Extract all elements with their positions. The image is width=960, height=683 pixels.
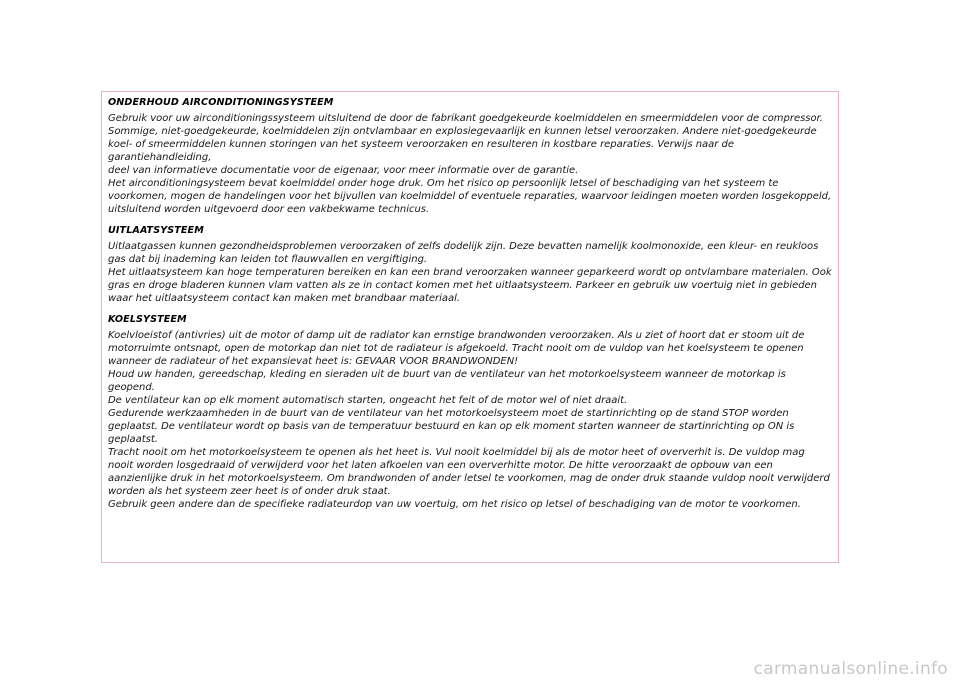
section-heading: ONDERHOUD AIRCONDITIONINGSYSTEEM — [108, 97, 334, 108]
paragraph: Het uitlaatsysteem kan hoge temperaturen bereiken en kan een brand veroorzaken wanneer geparkeerd wordt op ontvlambare materialen. Ook gras en droge bladeren kunnen vlam vatten als ze in contact komen met het uitlaatsysteem. Parkeer en gebruik uw voertuig niet in gebieden waar het uitlaatsysteem contact kan maken met brandbaar materiaal. — [108, 267, 832, 304]
section-cooling — [108, 314, 833, 511]
paragraph: Gebruik voor uw airconditioningssysteem uitsluitend de door de fabrikant goedgekeurde koelmiddelen en smeermiddelen voor de compressor. Sommige, niet-goedgekeurde, koelmiddelen zijn ontvlambaar en explosiegevaarlijk en kunnen letsel veroorzaken. Andere niet-goedgekeurde koel- of smeermiddelen kunnen storingen van het systeem veroorzaken en resulteren in kostbare reparaties. Verwijs naar de garantiehandleiding, — [108, 113, 823, 163]
paragraph: Koelvloeistof (antivries) uit de motor of damp uit de radiator kan ernstige brandwonden veroorzaken. Als u ziet of hoort dat er stoom uit de motorruimte ontsnapt, open de motorkap dan niet tot de radiateur is afgekoeld. Tracht nooit om de vuldop van het koelsysteem te openen wanneer de radiateur of het expansievat heet is: GEVAAR VOOR BRANDWONDEN! — [108, 330, 805, 367]
section-heading: KOELSYSTEEM — [108, 314, 187, 325]
section-airconditioning — [108, 97, 833, 216]
paragraph: Gebruik geen andere dan de specifieke radiateurdop van uw voertuig, om het risico op letsel of beschadiging van de motor te voorkomen. — [108, 499, 801, 510]
paragraph: De ventilateur kan op elk moment automatisch starten, ongeacht het feit of de motor wel of niet draait. — [108, 395, 628, 406]
paragraph: Het airconditioningsysteem bevat koelmiddel onder hoge druk. Om het risico op persoonlijk letsel of beschadiging van het systeem te voorkomen, mogen de handelingen voor het bijvullen van koelmiddel of eventuele reparaties, waarvoor leidingen moeten worden losgekoppeld, uitsluitend worden uitgevoerd door een vakbekwame technicus. — [108, 178, 832, 215]
site-watermark: carmanualsonline.info — [753, 659, 948, 679]
section-exhaust — [108, 225, 833, 305]
paragraph: Tracht nooit om het motorkoelsysteem te openen als het heet is. Vul nooit koelmiddel bij als de motor heet of oververhit is. De vuldop mag nooit worden losgedraaid of verwijderd voor het laten afkoelen van een oververhitte motor. De hitte veroorzaakt de opbouw van een aanzienlijke druk in het motorkoelsysteem. Om brandwonden of ander letsel te voorkomen, mag de onder druk staande vuldop nooit verwijderd worden als het systeem zeer heet is of onder druk staat. — [108, 447, 830, 497]
paragraph: Houd uw handen, gereedschap, kleding en sieraden uit de buurt van de ventilateur van het motorkoelsysteem wanneer de motorkap is geopend. — [108, 369, 786, 393]
section-heading: UITLAATSYSTEEM — [108, 225, 204, 236]
paragraph: Uitlaatgassen kunnen gezondheidsproblemen veroorzaken of zelfs dodelijk zijn. Deze bevatten namelijk koolmonoxide, een kleur- en reukloos gas dat bij inademing kan leiden tot flauwvallen en vergiftiging. — [108, 241, 819, 265]
section-gap — [108, 305, 833, 314]
paragraph: Gedurende werkzaamheden in de buurt van de ventilateur van het motorkoelsysteem moet de startinrichting op de stand STOP worden geplaatst. De ventilateur wordt op basis van de temperatuur bestuurd en kan op elk moment starten wanneer de startinrichting op ON is geplaatst. — [108, 408, 795, 445]
content-box — [101, 91, 839, 563]
section-gap — [108, 216, 833, 225]
paragraph: deel van informatieve documentatie voor de eigenaar, voor meer informatie over de garantie. — [108, 165, 579, 176]
